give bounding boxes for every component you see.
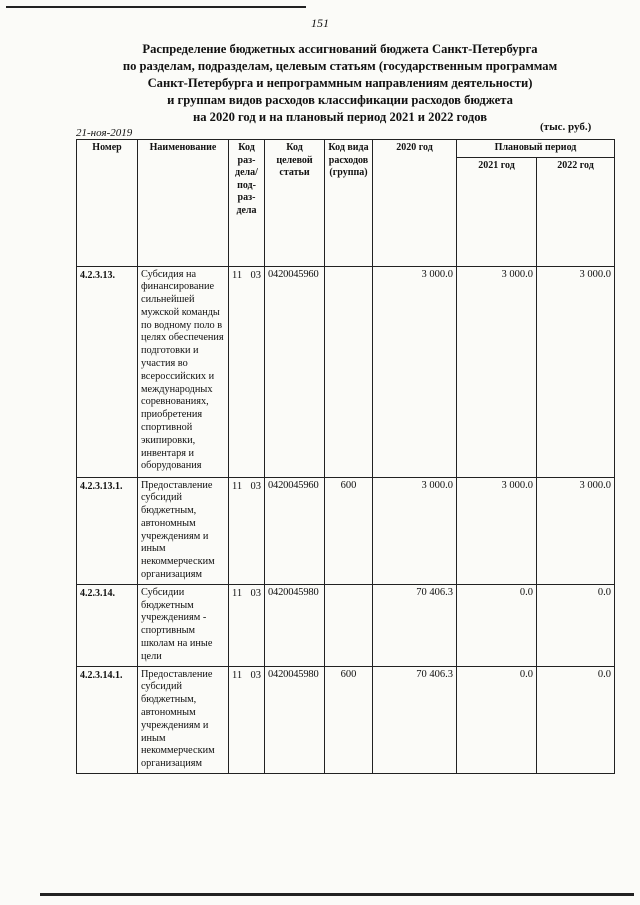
header-section: Код раз-дела/ под-раз-дела (229, 140, 265, 267)
bottom-rule (40, 893, 634, 896)
row-section-code (229, 477, 265, 584)
row-value-2020: 70 406.3 (373, 584, 457, 666)
row-target-article: 0420045980 (265, 666, 325, 773)
row-section-code (229, 666, 265, 773)
row-name: Предоставление субсидий бюджетным, автономным учреждениям и иным некоммерческим организациям (138, 666, 229, 773)
row-value-2022: 3 000.0 (537, 477, 615, 584)
title-line: и группам видов расходов классификации расходов бюджета (167, 93, 513, 107)
table-row (77, 666, 615, 773)
row-value-2021: 0.0 (457, 584, 537, 666)
row-section-code (229, 584, 265, 666)
row-expense-group: 600 (325, 666, 373, 773)
row-name: Предоставление субсидий бюджетным, автономным учреждениям и иным некоммерческим организациям (138, 477, 229, 584)
document-title (70, 41, 610, 126)
header-2022: 2022 год (537, 157, 615, 266)
table-row (77, 477, 615, 584)
title-line: Распределение бюджетных ассигнований бюджета Санкт-Петербурга (142, 42, 538, 56)
row-value-2022: 0.0 (537, 584, 615, 666)
table-header-row (77, 140, 615, 158)
header-planned-period: Плановый период (457, 140, 615, 158)
table-row (77, 266, 615, 477)
section-code: 11 (232, 669, 243, 681)
row-value-2020: 3 000.0 (373, 477, 457, 584)
row-value-2020: 70 406.3 (373, 666, 457, 773)
page-number: 151 (311, 16, 329, 30)
row-value-2021: 0.0 (457, 666, 537, 773)
row-target-article: 0420045960 (265, 477, 325, 584)
row-target-article: 0420045980 (265, 584, 325, 666)
row-number: 4.2.3.14.1. (77, 666, 138, 773)
row-target-article: 0420045960 (265, 266, 325, 477)
header-target-article: Код целевой статьи (265, 140, 325, 267)
section-code: 11 (232, 269, 243, 281)
title-line: Санкт-Петербурга и непрограммным направлениям деятельности) (147, 76, 533, 90)
row-expense-group: 600 (325, 477, 373, 584)
title-line: по разделам, подразделам, целевым статьям (государственным программам (122, 59, 558, 73)
document-date: 21-ноя-2019 (76, 127, 133, 139)
row-value-2021: 3 000.0 (457, 477, 537, 584)
header-2021: 2021 год (457, 157, 537, 266)
table-row (77, 584, 615, 666)
subsection-code: 03 (250, 480, 261, 492)
top-rule (6, 6, 306, 8)
header-number: Номер (77, 140, 138, 267)
row-number: 4.2.3.13.1. (77, 477, 138, 584)
subsection-code: 03 (250, 587, 261, 599)
row-section-code (229, 266, 265, 477)
budget-table (76, 139, 615, 774)
title-line: на 2020 год и на плановый период 2021 и 2022 годов (192, 110, 488, 124)
header-expense-group: Код вида расходов (группа) (325, 140, 373, 267)
row-number: 4.2.3.13. (77, 266, 138, 477)
units-label: (тыс. руб.) (540, 121, 592, 133)
row-name: Субсидия на финансирование сильнейшей мужской команды по водному поло в целях обеспечения подготовки и участия во всероссийских и международных соревнованиях, приобретения спортивной экипировки, инвентаря и оборудования (138, 266, 229, 477)
row-value-2022: 0.0 (537, 666, 615, 773)
section-code: 11 (232, 587, 243, 599)
row-number: 4.2.3.14. (77, 584, 138, 666)
subsection-code: 03 (250, 269, 261, 281)
row-name: Субсидии бюджетным учреждениям - спортивным школам на иные цели (138, 584, 229, 666)
row-expense-group (325, 266, 373, 477)
subsection-code: 03 (250, 669, 261, 681)
row-value-2022: 3 000.0 (537, 266, 615, 477)
header-2020: 2020 год (373, 140, 457, 267)
row-value-2021: 3 000.0 (457, 266, 537, 477)
row-expense-group (325, 584, 373, 666)
row-value-2020: 3 000.0 (373, 266, 457, 477)
section-code: 11 (232, 480, 243, 492)
header-name: Наименование (138, 140, 229, 267)
